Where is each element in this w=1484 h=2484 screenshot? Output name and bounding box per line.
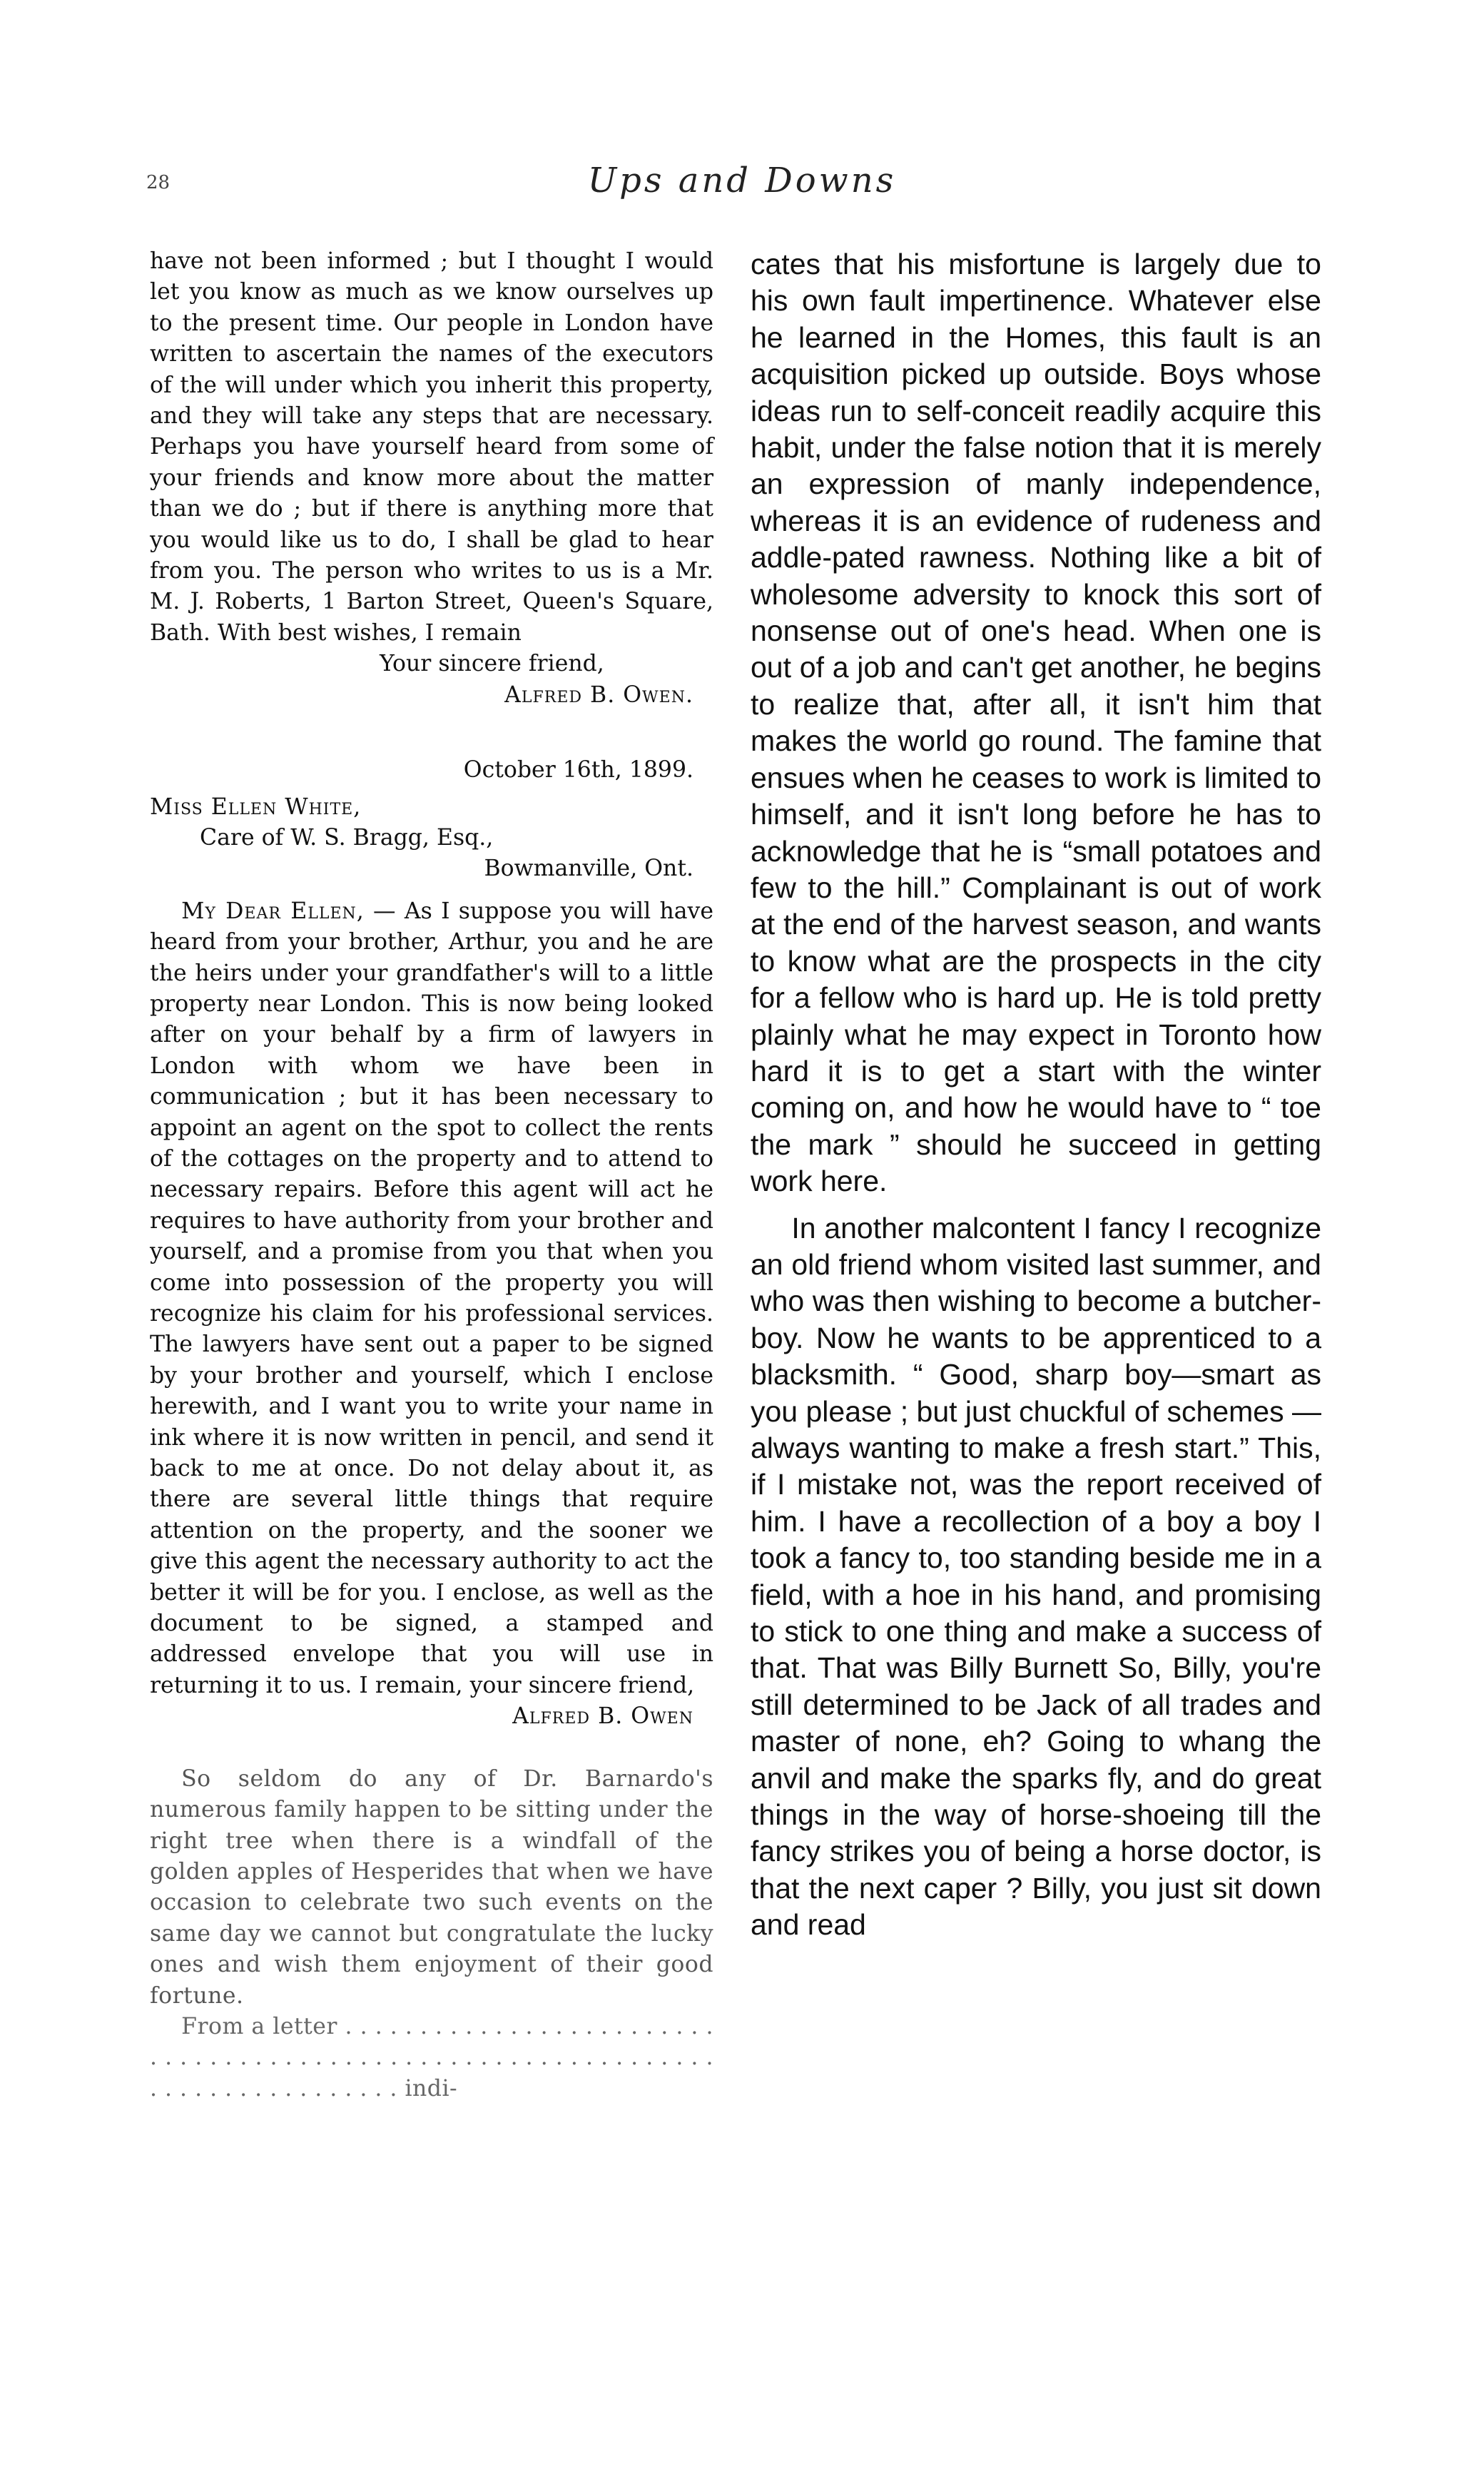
paragraph-seldom: So seldom do any of Dr. Barnardo's numerous family happen to be sitting under the right tree when there is a windfall of the golden apples of Hesperides that when we have occasion to celebrate two such events on the same day we cannot but congratulate the lucky ones and wish them enjoyment of their good fortune. (150, 1765, 713, 2009)
page-header (0, 161, 1484, 203)
letter2-signature: Alfred B. Owen (512, 1703, 693, 1730)
letter2-care-of: Care of W. S. Bragg, Esq., (200, 824, 494, 851)
letter2-paragraph (150, 896, 713, 1702)
letter2-salutation: My Dear Ellen, (181, 898, 365, 924)
page-number: 28 (146, 172, 171, 193)
letter2-place: Bowmanville, Ont. (484, 856, 693, 882)
right-paragraph-2: In another malcontent I fancy I recognize an old friend whom visited last summer, and who was then wishing to become a butcher-boy. Now he wants to be apprenticed to a blacksmith. “ Good, sharp boy—smart as you please ; but just chuckful of schemes — always wanting to make a fresh start.” This, if I mistake not, was the report received of him. I have a recollection of a boy a boy I took a fancy to, too standing beside me in a field, with a hoe in his hand, and promising to stick to one thing and make a success of that. That was Billy Burnett So, Billy, you're still determined to be Jack of all trades and master of none, eh? Going to whang the anvil and make the sparks fly, and do great things in the way of horse-shoeing till the fancy strikes you of being a horse doctor, is that the next caper ? Billy, you just sit down and read (751, 1211, 1321, 1942)
letter2-date: October 16th, 1899. (463, 757, 693, 784)
letter2-body: — As I suppose you will have heard from your brother, Arthur, you and he are the heirs under your grandfather's will to a little property near London. This is now being looked after on your behalf by a firm of lawyers in London with whom we have been in communication ; but it has been necessary to appoint an agent on the spot to collect the rents of the cottages on the property and to attend to necessary repairs. Before this agent will act he requires to have authority from your brother and yourself, and a promise from you that when you come into possession of the property you will recognize his claim for his professional services. The lawyers have sent out a paper to be signed by your brother and yourself, which I enclose herewith, and I want you to write your name in ink where it is now written in pencil, and send it back to me at once. Do not delay about it, as there are several little things that require attention on the property, and the sooner we give this agent the necessary authority to act the better it will be for you. I enclose, as well as the document to be signed, a stamped and addressed envelope that you will use in returning it to us. I remain, your sincere friend, (150, 898, 713, 1698)
letter2-addressee: Miss Ellen White, (150, 794, 362, 820)
right-column (751, 246, 1321, 1944)
right-paragraph-1: cates that his misfortune is largely due to his own fault impertinence. Whatever else he learned in the Homes, this fault is an acquisition picked up outside. Boys whose ideas run to self-conceit readily acquire this habit, under the false notion that it is merely an expression of manly independence, whereas it is an evidence of rudeness and addle-pated rawness. Nothing like a bit of wholesome adversity to knock this sort of nonsense out of one's head. When one is out of a job and can't get another, he begins to realize that, after all, it isn't him that makes the world go round. The famine that ensues when he ceases to work is limited to himself, and it isn't long before he has to acknowledge that he is “small potatoes and few to the hill.” Complainant is out of work at the end of the harvest season, and wants to know what are the prospects in the city for a fellow who is hard up. He is told pretty plainly what he may expect in Toronto how hard it is to get a start with the winter coming on, and how he would have to “ toe the mark ” should he succeed in getting work here. (751, 248, 1321, 1198)
left-column (150, 246, 713, 2104)
letter1-signature: Alfred B. Owen. (504, 681, 693, 708)
paragraph-from-letter: From a letter . . . . . . . . . . . . . . . . . . . . . . . . . . . . . . . . . . . . . . . . . . . . . . . . . . . . . . . . . . . . . . . . . . . . . . . . . . . . . . . . indi- (150, 2013, 713, 2102)
letter1-body: have not been informed ; but I thought I would let you know as much as we know ourselves up to the present time. Our people in London have written to ascertain the names of the executors of the will under which you inherit this property, and they will take any steps that are necessary. Perhaps you have yourself heard from some of your friends and know more about the matter than we do ; but if there is anything more that you would like us to do, I shall be glad to hear from you. The person who writes to us is a Mr. M. J. Roberts, 1 Barton Street, Queen's Square, Bath. With best wishes, I remain (150, 248, 713, 646)
letter1-closing: Your sincere friend, (380, 651, 604, 677)
running-title: Ups and Downs (587, 161, 897, 201)
